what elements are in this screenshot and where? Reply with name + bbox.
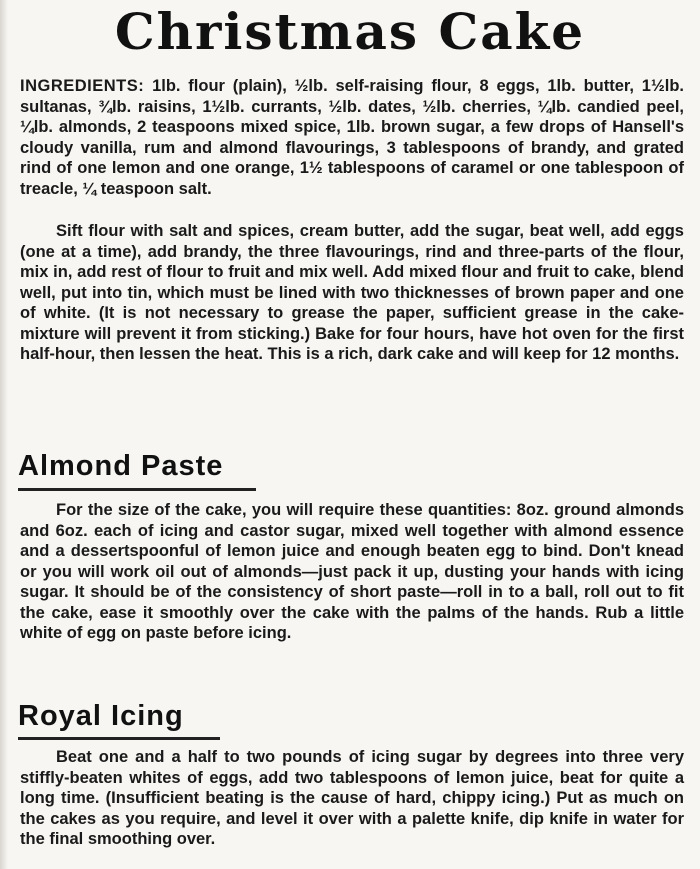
- almond-paste-paragraph: [20, 500, 684, 644]
- method-paragraph: [20, 221, 684, 365]
- almond-paste-underline: [18, 488, 256, 491]
- ingredients-text: 1lb. flour (plain), ½lb. self-raising flour, 8 eggs, 1lb. butter, 1½lb. sultanas, ¾lb. raisins, 1½lb. currants, ½lb. dates, ½lb. cherries, ¼lb. candied peel, ¼lb. almonds, 2 teaspoons mixed spice, 1lb. brown sugar, a few drops of Hansell's cloudy vanilla, rum and almond flavourings, 3 tablespoons of brandy, and grated rind of one lemon and one orange, 1½ tablespoons of caramel or one tablespoon of treacle, ¼ teaspoon salt.: [20, 77, 684, 198]
- royal-icing-heading: Royal Icing: [18, 700, 184, 732]
- method-text: Sift flour with salt and spices, cream butter, add the sugar, beat well, add eggs (one at a time), add brandy, the three flavourings, rind and three-parts of the flour, mix in, add rest of flour to fruit and mix well. Add mixed flour and fruit to cake, blend well, put into tin, which must be lined with two thicknesses of brown paper and one of white. (It is not necessary to grease the paper, sufficient grease in the cake-mixture will prevent it from sticking.) Bake for four hours, have hot oven for the first half-hour, then lessen the heat. This is a rich, dark cake and will keep for 12 months.: [20, 222, 684, 363]
- almond-paste-heading: Almond Paste: [18, 450, 224, 482]
- ingredients-paragraph: [20, 76, 684, 199]
- page-edge-shadow: [0, 0, 8, 869]
- ingredients-label: INGREDIENTS:: [20, 77, 145, 95]
- royal-icing-paragraph: [20, 747, 684, 850]
- royal-icing-underline: [18, 737, 220, 740]
- page-title: Christmas Cake: [114, 2, 586, 61]
- almond-paste-text: For the size of the cake, you will require these quantities: 8oz. ground almonds and 6oz. each of icing and castor sugar, mixed well together with almond essence and a dessertspoonful of lemon juice and enough beaten egg to bind. Don't knead or you will work oil out of almonds—just pack it up, dusting your hands with icing sugar. It should be of the consistency of short paste—roll in to a ball, roll out to fit the cake, ease it smoothly over the cake with the palms of the hands. Rub a little white of egg on paste before icing.: [20, 501, 684, 642]
- royal-icing-text: Beat one and a half to two pounds of icing sugar by degrees into three very stiffly-beaten whites of eggs, add two tablespoons of lemon juice, beat for quite a long time. (Insufficient beating is the cause of hard, chippy icing.) Put as much on the cakes as you require, and level it over with a palette knife, dip knife in water for the final smoothing over.: [20, 748, 684, 848]
